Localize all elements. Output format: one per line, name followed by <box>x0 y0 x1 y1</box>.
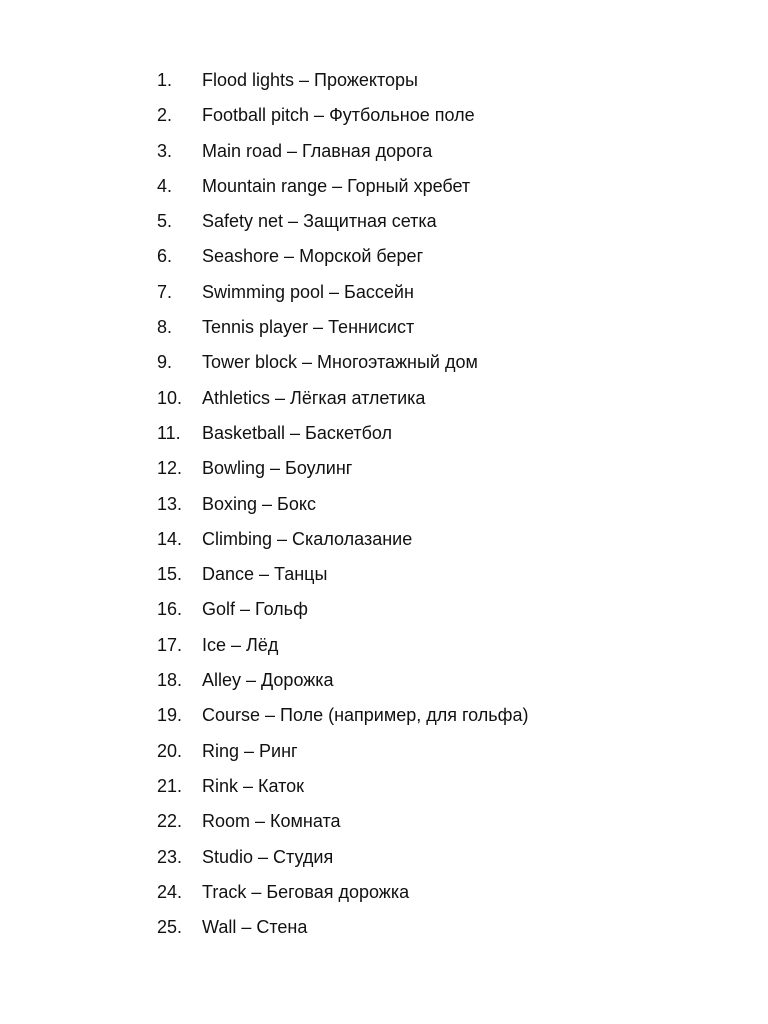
item-text: Rink – Каток <box>202 775 305 796</box>
item-number: 3. <box>157 140 173 161</box>
list-item <box>0 557 768 592</box>
item-text: Tennis player – Теннисист <box>202 317 415 338</box>
item-number: 17. <box>157 634 183 655</box>
list-item <box>0 63 768 98</box>
item-text: Flood lights – Прожекторы <box>202 70 418 90</box>
item-number: 10. <box>157 387 183 408</box>
item-text: Seashore – Морской берег <box>202 246 424 267</box>
item-number: 23. <box>157 846 183 867</box>
list-item <box>0 698 768 733</box>
item-text: Course – Поле (например, для гольфа) <box>202 705 529 726</box>
item-text: Track – Беговая дорожка <box>202 881 410 902</box>
item-text: Basketball – Баскетбол <box>202 422 393 443</box>
item-text: Dance – Танцы <box>202 564 328 585</box>
list-item <box>0 875 768 910</box>
list-item <box>0 663 768 698</box>
item-text: Climbing – Скалолазание <box>202 528 413 549</box>
item-number: 15. <box>157 564 183 585</box>
item-number: 22. <box>157 811 183 832</box>
item-number: 18. <box>157 670 183 691</box>
item-text: Alley – Дорожка <box>202 670 334 691</box>
list-item <box>0 169 768 204</box>
item-text: Studio – Студия <box>202 846 334 867</box>
item-text: Ring – Ринг <box>202 740 298 761</box>
item-text: Wall – Стена <box>202 917 308 938</box>
item-number: 8. <box>157 317 173 338</box>
item-text: Tower block – Многоэтажный дом <box>202 352 478 373</box>
item-number: 1. <box>157 70 173 90</box>
item-text: Main road – Главная дорога <box>202 140 433 161</box>
item-text: Mountain range – Горный хребет <box>202 175 471 196</box>
item-text: Bowling – Боулинг <box>202 458 353 479</box>
item-text: Boxing – Бокс <box>202 493 316 514</box>
list-item <box>0 840 768 875</box>
list-item <box>0 310 768 345</box>
vocabulary-list <box>0 63 768 945</box>
item-number: 21. <box>157 775 183 796</box>
list-item <box>0 204 768 239</box>
item-text: Swimming pool – Бассейн <box>202 281 414 302</box>
item-text: Safety net – Защитная сетка <box>202 211 437 232</box>
item-number: 2. <box>157 105 173 126</box>
item-number: 13. <box>157 493 183 514</box>
list-item <box>0 275 768 310</box>
item-number: 20. <box>157 740 183 761</box>
list-item <box>0 345 768 380</box>
item-text: Room – Комната <box>202 811 341 832</box>
list-item <box>0 487 768 522</box>
item-number: 6. <box>157 246 173 267</box>
list-item <box>0 239 768 274</box>
item-number: 14. <box>157 528 183 549</box>
item-text: Golf – Гольф <box>202 599 308 620</box>
item-number: 7. <box>157 281 173 302</box>
item-number: 19. <box>157 705 183 726</box>
list-item <box>0 734 768 769</box>
list-item <box>0 522 768 557</box>
item-number: 11. <box>157 422 181 443</box>
item-number: 24. <box>157 881 183 902</box>
list-item <box>0 451 768 486</box>
item-text: Football pitch – Футбольное поле <box>202 105 475 126</box>
item-number: 16. <box>157 599 183 620</box>
list-item <box>0 134 768 169</box>
item-number: 4. <box>157 175 173 196</box>
item-number: 9. <box>157 352 173 373</box>
list-item <box>0 910 768 945</box>
item-number: 5. <box>157 211 173 232</box>
list-item <box>0 628 768 663</box>
list-item <box>0 592 768 627</box>
item-text: Ice – Лёд <box>202 634 279 655</box>
item-number: 12. <box>157 458 183 479</box>
list-item <box>0 416 768 451</box>
item-number: 25. <box>157 917 183 938</box>
list-item <box>0 381 768 416</box>
list-item <box>0 98 768 133</box>
item-text: Athletics – Лёгкая атлетика <box>202 387 426 408</box>
list-item <box>0 769 768 804</box>
list-item <box>0 804 768 839</box>
